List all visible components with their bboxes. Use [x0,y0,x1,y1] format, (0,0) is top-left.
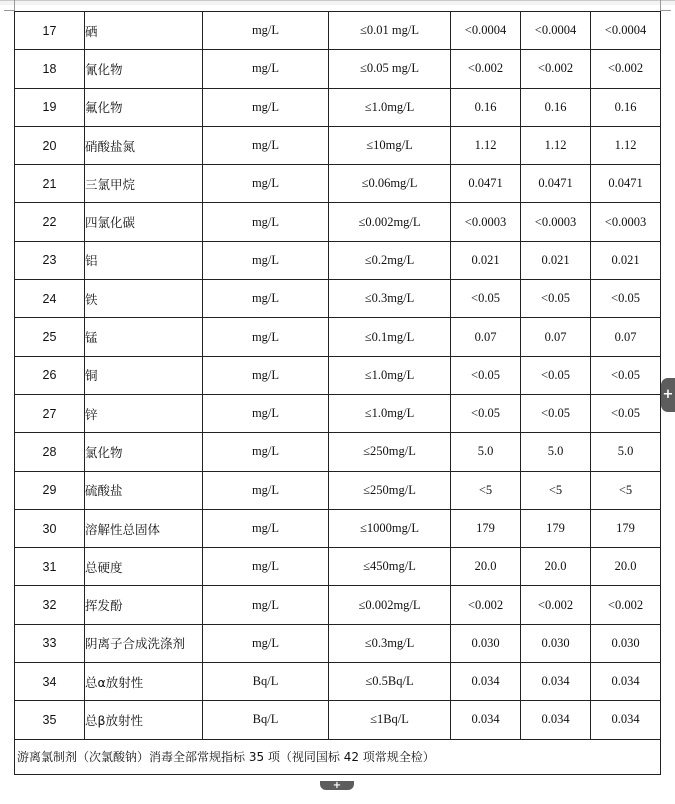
row-number[interactable]: 21 [15,165,85,203]
table-note-row [15,739,661,774]
unit-cell[interactable]: mg/L [203,88,329,126]
result-value-3[interactable]: 0.030 [591,624,661,662]
standard-limit[interactable]: ≤1Bq/L [329,701,451,739]
item-name[interactable]: 氟化物 [85,88,203,126]
table-row [15,50,661,88]
page-corner-mark-left [4,0,15,11]
table-expand-right-handle[interactable] [661,378,675,412]
standard-limit[interactable]: ≤0.002mg/L [329,203,451,241]
result-value-3[interactable]: 1.12 [591,126,661,164]
plus-icon: + [662,387,674,402]
item-name[interactable]: 总硬度 [85,548,203,586]
result-value-1[interactable]: 0.07 [451,318,521,356]
unit-cell[interactable]: mg/L [203,548,329,586]
item-name[interactable]: 铁 [85,280,203,318]
result-value-1[interactable]: 0.034 [451,663,521,701]
standard-limit[interactable]: ≤0.01 mg/L [329,12,451,50]
result-value-2[interactable]: <5 [521,471,591,509]
item-name[interactable]: 铜 [85,356,203,394]
result-value-2[interactable]: <0.002 [521,586,591,624]
result-value-1[interactable]: 0.030 [451,624,521,662]
unit-cell[interactable]: mg/L [203,241,329,279]
result-value-2[interactable]: <0.002 [521,50,591,88]
result-value-1[interactable]: 1.12 [451,126,521,164]
result-value-2[interactable]: 0.07 [521,318,591,356]
result-value-2[interactable]: 0.0471 [521,165,591,203]
page-corner-mark-right [660,0,671,11]
standard-limit[interactable]: ≤1.0mg/L [329,356,451,394]
item-name[interactable]: 总β放射性 [85,701,203,739]
item-name[interactable]: 三氯甲烷 [85,165,203,203]
unit-cell[interactable]: mg/L [203,433,329,471]
unit-cell[interactable]: mg/L [203,12,329,50]
row-number[interactable]: 20 [15,126,85,164]
water-quality-table [14,11,661,775]
result-value-1[interactable]: 0.021 [451,241,521,279]
table-row [15,280,661,318]
result-value-2[interactable]: 0.030 [521,624,591,662]
result-value-3[interactable]: 0.034 [591,701,661,739]
result-value-1[interactable]: 0.16 [451,88,521,126]
row-number[interactable]: 33 [15,624,85,662]
result-value-2[interactable]: <0.05 [521,280,591,318]
standard-limit[interactable]: ≤1.0mg/L [329,394,451,432]
result-value-1[interactable]: 0.0471 [451,165,521,203]
result-value-1[interactable]: <0.05 [451,280,521,318]
row-number[interactable]: 29 [15,471,85,509]
standard-limit[interactable]: ≤0.3mg/L [329,624,451,662]
item-name[interactable]: 锰 [85,318,203,356]
result-value-2[interactable]: 179 [521,509,591,547]
item-name[interactable]: 氯化物 [85,433,203,471]
result-value-1[interactable]: 5.0 [451,433,521,471]
table-row [15,471,661,509]
page-top-edge [0,0,675,5]
item-name[interactable]: 阴离子合成洗涤剂 [85,624,203,662]
table-row [15,586,661,624]
result-value-1[interactable]: <5 [451,471,521,509]
result-value-3[interactable]: <0.05 [591,280,661,318]
standard-limit[interactable]: ≤450mg/L [329,548,451,586]
result-value-1[interactable]: 20.0 [451,548,521,586]
result-value-2[interactable]: <0.0004 [521,12,591,50]
unit-cell[interactable]: mg/L [203,624,329,662]
unit-cell[interactable]: mg/L [203,318,329,356]
result-value-1[interactable]: 0.034 [451,701,521,739]
row-number[interactable]: 22 [15,203,85,241]
result-value-3[interactable]: 5.0 [591,433,661,471]
unit-cell[interactable]: mg/L [203,356,329,394]
result-value-2[interactable]: <0.0003 [521,203,591,241]
unit-cell[interactable]: mg/L [203,509,329,547]
result-value-2[interactable]: 0.034 [521,663,591,701]
row-number[interactable]: 34 [15,663,85,701]
item-name[interactable]: 挥发酚 [85,586,203,624]
table-row [15,126,661,164]
result-value-3[interactable]: <0.002 [591,50,661,88]
plus-icon: + [332,780,342,791]
result-value-1[interactable]: <0.002 [451,50,521,88]
unit-cell[interactable]: mg/L [203,50,329,88]
result-value-3[interactable]: <0.002 [591,586,661,624]
result-value-1[interactable]: <0.05 [451,356,521,394]
row-number[interactable]: 35 [15,701,85,739]
item-name[interactable]: 总α放射性 [85,663,203,701]
table-expand-bottom-handle[interactable] [320,781,354,790]
item-name[interactable]: 硫酸盐 [85,471,203,509]
row-number[interactable]: 31 [15,548,85,586]
unit-cell[interactable]: mg/L [203,280,329,318]
item-name[interactable]: 锌 [85,394,203,432]
item-name[interactable]: 硒 [85,12,203,50]
standard-limit[interactable]: ≤250mg/L [329,471,451,509]
standard-limit[interactable]: ≤0.5Bq/L [329,663,451,701]
result-value-2[interactable]: 5.0 [521,433,591,471]
result-value-2[interactable]: 1.12 [521,126,591,164]
result-value-3[interactable]: <0.0004 [591,12,661,50]
result-value-3[interactable]: <5 [591,471,661,509]
table-row [15,318,661,356]
result-value-3[interactable]: <0.05 [591,356,661,394]
unit-cell[interactable]: Bq/L [203,701,329,739]
unit-cell[interactable]: mg/L [203,165,329,203]
result-value-1[interactable]: <0.05 [451,394,521,432]
standard-limit[interactable]: ≤0.2mg/L [329,241,451,279]
row-number[interactable]: 23 [15,241,85,279]
table-row [15,701,661,739]
result-value-1[interactable]: 179 [451,509,521,547]
result-value-3[interactable]: 0.16 [591,88,661,126]
result-value-3[interactable]: 20.0 [591,548,661,586]
standard-limit[interactable]: ≤250mg/L [329,433,451,471]
item-name[interactable]: 铝 [85,241,203,279]
standard-limit[interactable]: ≤1.0mg/L [329,88,451,126]
result-value-2[interactable]: 0.16 [521,88,591,126]
result-value-2[interactable]: 0.021 [521,241,591,279]
table-row [15,203,661,241]
row-number[interactable]: 18 [15,50,85,88]
result-value-2[interactable]: 0.034 [521,701,591,739]
table-row [15,624,661,662]
standard-limit[interactable]: ≤0.002mg/L [329,586,451,624]
result-value-3[interactable]: <0.0003 [591,203,661,241]
row-number[interactable]: 27 [15,394,85,432]
table-row [15,12,661,50]
table-row [15,433,661,471]
standard-limit[interactable]: ≤10mg/L [329,126,451,164]
table-row [15,165,661,203]
row-number[interactable]: 19 [15,88,85,126]
unit-cell[interactable]: mg/L [203,126,329,164]
unit-cell[interactable]: mg/L [203,394,329,432]
item-name[interactable]: 硝酸盐氮 [85,126,203,164]
table-row [15,241,661,279]
row-number[interactable]: 17 [15,12,85,50]
row-number[interactable]: 26 [15,356,85,394]
row-number[interactable]: 30 [15,509,85,547]
result-value-2[interactable]: <0.05 [521,394,591,432]
unit-cell[interactable]: Bq/L [203,663,329,701]
result-value-1[interactable]: <0.0004 [451,12,521,50]
item-name[interactable]: 氰化物 [85,50,203,88]
table-row [15,356,661,394]
table-row [15,88,661,126]
standard-limit[interactable]: ≤0.3mg/L [329,280,451,318]
unit-cell[interactable]: mg/L [203,586,329,624]
row-number[interactable]: 28 [15,433,85,471]
standard-limit[interactable]: ≤0.1mg/L [329,318,451,356]
result-value-1[interactable]: <0.002 [451,586,521,624]
table-row [15,509,661,547]
row-number[interactable]: 24 [15,280,85,318]
standard-limit[interactable]: ≤0.05 mg/L [329,50,451,88]
table-row [15,548,661,586]
result-value-1[interactable]: <0.0003 [451,203,521,241]
item-name[interactable]: 溶解性总固体 [85,509,203,547]
standard-limit[interactable]: ≤0.06mg/L [329,165,451,203]
result-value-2[interactable]: 20.0 [521,548,591,586]
result-value-3[interactable]: 0.0471 [591,165,661,203]
row-number[interactable]: 32 [15,586,85,624]
result-value-3[interactable]: 0.021 [591,241,661,279]
result-value-2[interactable]: <0.05 [521,356,591,394]
table-row [15,394,661,432]
row-number[interactable]: 25 [15,318,85,356]
table-footnote[interactable]: 游离氯制剂（次氯酸钠）消毒全部常规指标 35 项（视同国标 42 项常规全检） [15,739,661,774]
result-value-3[interactable]: 0.07 [591,318,661,356]
unit-cell[interactable]: mg/L [203,471,329,509]
result-value-3[interactable]: 179 [591,509,661,547]
result-value-3[interactable]: 0.034 [591,663,661,701]
table-row [15,663,661,701]
item-name[interactable]: 四氯化碳 [85,203,203,241]
unit-cell[interactable]: mg/L [203,203,329,241]
standard-limit[interactable]: ≤1000mg/L [329,509,451,547]
result-value-3[interactable]: <0.05 [591,394,661,432]
